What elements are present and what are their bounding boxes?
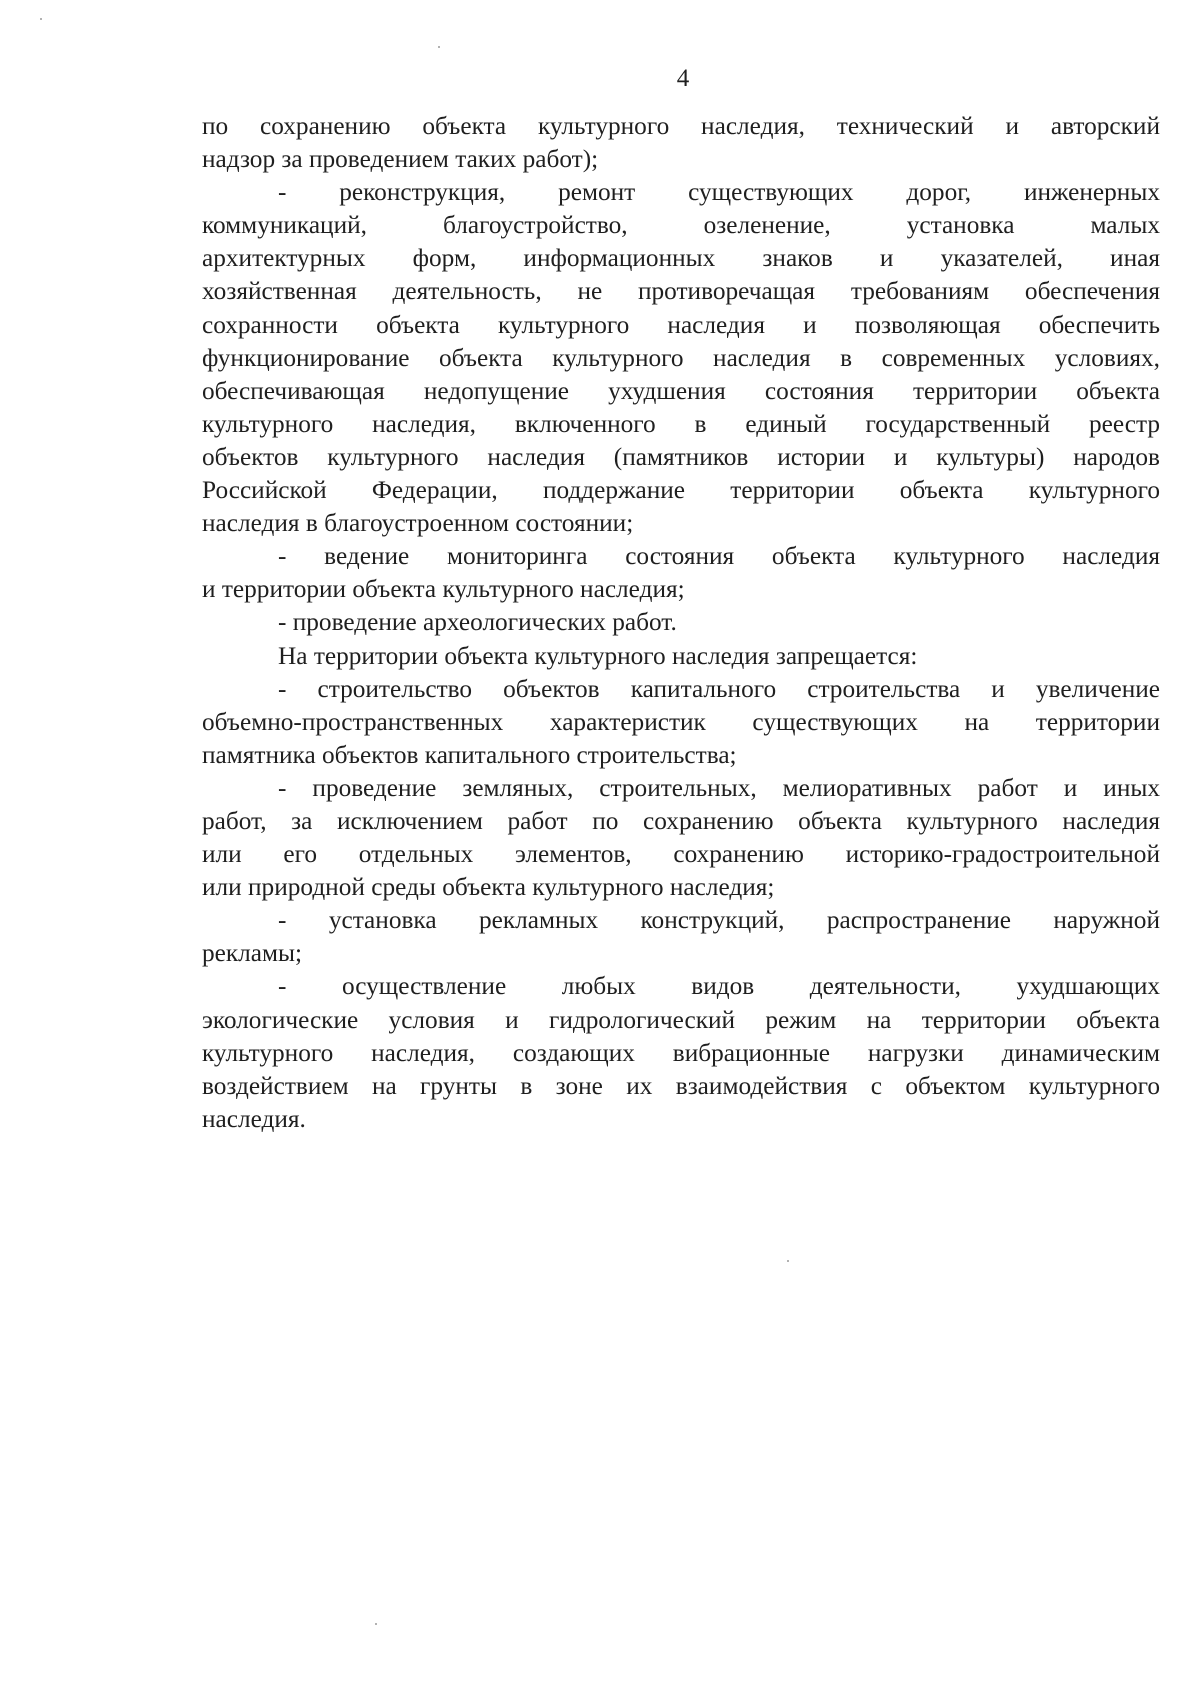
text-line: наследия.	[202, 1104, 306, 1133]
document-body	[202, 110, 1160, 1136]
text-line: или природной среды объекта культурного наследия;	[202, 873, 775, 902]
text-line: по сохранению объекта культурного наследия, технический и авторский	[202, 112, 1160, 140]
text-line: - осуществление любых видов деятельности, ухудшающих	[278, 972, 1160, 1001]
text-line: - ведение мониторинга состояния объекта культурного наследия	[278, 542, 1160, 571]
scan-speck	[787, 1260, 789, 1262]
scan-speck	[375, 1623, 377, 1625]
text-line: сохранности объекта культурного наследия и позволяющая обеспечить	[202, 310, 1160, 339]
text-line: На территории объекта культурного наследия запрещается:	[278, 641, 918, 670]
text-line: обеспечивающая недопущение ухудшения состояния территории объекта	[202, 376, 1160, 405]
scan-speck	[438, 46, 440, 48]
text-line: - реконструкция, ремонт существующих дорог, инженерных	[278, 178, 1160, 207]
text-line: наследия в благоустроенном состоянии;	[202, 509, 634, 538]
text-line: надзор за проведением таких работ);	[202, 145, 599, 174]
text-line: - проведение археологических работ.	[278, 608, 677, 637]
scan-speck	[40, 18, 42, 20]
text-line: коммуникаций, благоустройство, озеленение, установка малых	[202, 211, 1160, 240]
text-line: и территории объекта культурного наследия;	[202, 575, 685, 604]
text-line: - проведение земляных, строительных, мелиоративных работ и иных	[278, 773, 1160, 802]
text-line: архитектурных форм, информационных знаков и указателей, иная	[202, 244, 1160, 273]
text-line: Российской Федерации, поддержание территории объекта культурного	[202, 476, 1160, 505]
text-line: памятника объектов капитального строительства;	[202, 740, 737, 769]
text-line: или его отдельных элементов, сохранению историко-градостроительной	[202, 840, 1160, 869]
text-line: объектов культурного наследия (памятников истории и культуры) народов	[202, 442, 1160, 471]
text-line: - установка рекламных конструкций, распространение наружной	[278, 906, 1160, 935]
text-line: культурного наследия, создающих вибрационные нагрузки динамическим	[202, 1038, 1160, 1067]
text-line: экологические условия и гидрологический режим на территории объекта	[202, 1005, 1160, 1034]
text-line: культурного наследия, включенного в единый государственный реестр	[202, 409, 1160, 438]
text-line: работ, за исключением работ по сохранению объекта культурного наследия	[202, 806, 1160, 835]
text-line: объемно-пространственных характеристик существующих на территории	[202, 707, 1160, 736]
text-line: - строительство объектов капитального строительства и увеличение	[278, 674, 1160, 703]
text-line: рекламы;	[202, 939, 303, 968]
page-number: 4	[676, 65, 690, 92]
text-line: хозяйственная деятельность, не противоречащая требованиям обеспечения	[202, 277, 1160, 306]
text-line: функционирование объекта культурного наследия в современных условиях,	[202, 343, 1160, 372]
text-line: воздействием на грунты в зоне их взаимодействия с объектом культурного	[202, 1071, 1160, 1100]
